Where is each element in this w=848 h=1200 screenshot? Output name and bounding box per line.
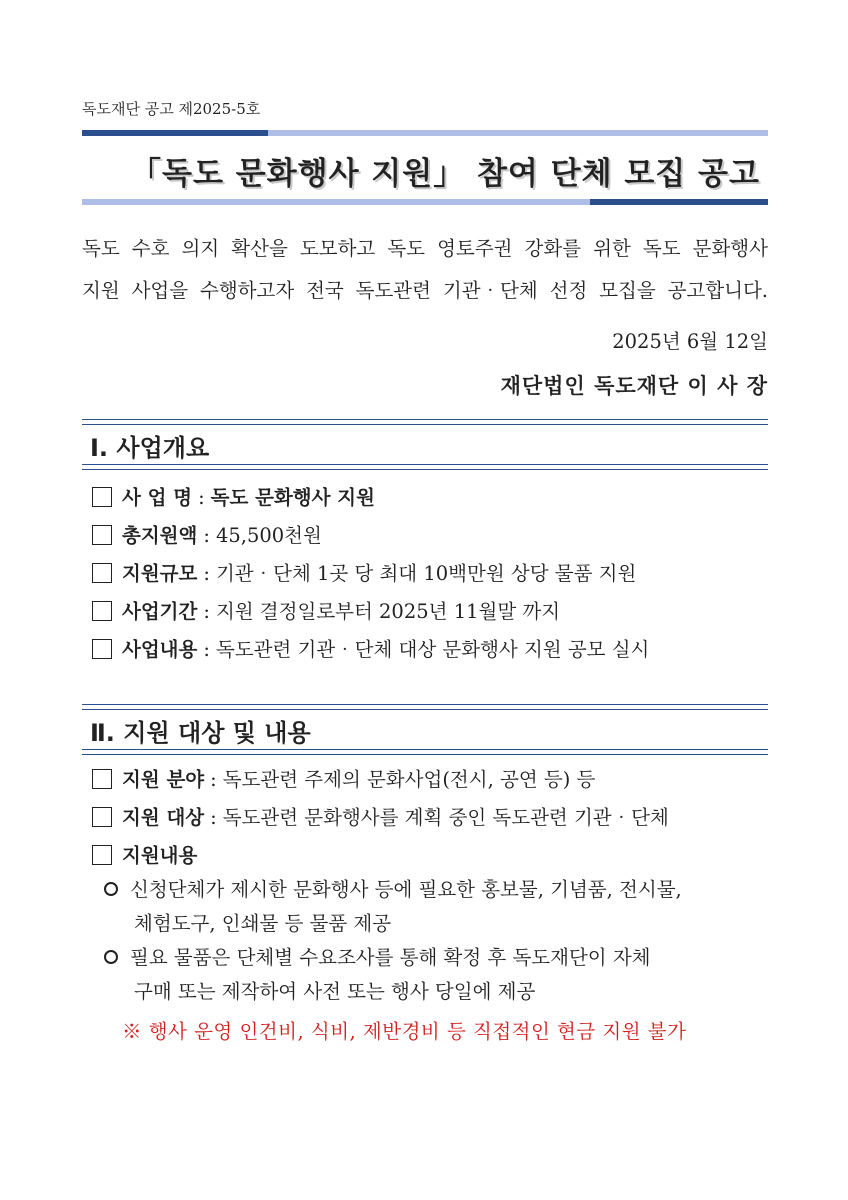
section2-item: 지원 분야 : 독도관련 주제의 문화사업(전시, 공연 등) 등 — [92, 764, 595, 792]
checkbox-square-icon — [92, 601, 112, 621]
section1-item: 지원규모 : 기관‧단체 1곳 당 최대 10백만원 상당 물품 지원 — [92, 558, 636, 586]
section1-item: 사업내용 : 독도관련 기관‧단체 대상 문화행사 지원 공모 실시 — [92, 634, 649, 662]
page-title: 「독도 문화행사 지원」 참여 단체 모집 공고 — [130, 156, 760, 192]
circle-bullet-icon — [104, 882, 118, 896]
issuer: 재단법인 독도재단 이 사 장 — [500, 373, 768, 398]
checkbox-square-icon — [92, 487, 112, 507]
section1-bottom-rule — [82, 464, 768, 470]
support-detail-2: 필요 물품은 단체별 수요조사를 통해 확정 후 독도재단이 자체 구매 또는 제작하여 사전 또는 행사 당일에 제공 — [104, 941, 768, 1009]
intro-paragraph — [82, 228, 768, 312]
title-bottom-bar-light — [82, 199, 590, 205]
section2-bottom-rule — [82, 749, 768, 755]
section2-item: 지원 대상 : 독도관련 문화행사를 계획 중인 독도관련 기관‧단체 — [92, 802, 669, 830]
section2-top-rule — [82, 704, 768, 710]
section1-top-rule — [82, 419, 768, 425]
section1-item: 사업기간 : 지원 결정일로부터 2025년 11월말 까지 — [92, 596, 560, 624]
checkbox-square-icon — [92, 807, 112, 827]
title-bottom-bar-dark — [590, 199, 768, 205]
title-top-bar-dark — [82, 130, 268, 136]
section1-heading: Ⅰ. 사업개요 — [90, 434, 210, 462]
notice-number: 독도재단 공고 제2025-5호 — [82, 100, 261, 118]
intro-line-1: 독도 수호 의지 확산을 도모하고 독도 영토주권 강화를 위한 독도 문화행사 — [82, 237, 768, 260]
checkbox-square-icon — [92, 769, 112, 789]
support-detail-1: 신청단체가 제시한 문화행사 등에 필요한 홍보물, 기념품, 전시물, 체험도구, 인쇄물 등 물품 제공 — [104, 873, 768, 941]
checkbox-square-icon — [92, 563, 112, 583]
checkbox-square-icon — [92, 639, 112, 659]
circle-bullet-icon — [104, 950, 118, 964]
intro-line-2: 지원 사업을 수행하고자 전국 독도관련 기관‧단체 선정 모집을 공고합니다. — [82, 279, 768, 302]
checkbox-square-icon — [92, 525, 112, 545]
checkbox-square-icon — [92, 845, 112, 865]
cash-support-warning: ※ 행사 운영 인건비, 식비, 제반경비 등 직접적인 현금 지원 불가 — [122, 1020, 687, 1043]
section1-item: 총지원액 : 45,500천원 — [92, 520, 322, 548]
section2-item: 지원내용 — [92, 840, 197, 868]
section1-item: 사 업 명 : 독도 문화행사 지원 — [92, 482, 375, 510]
section2-heading: Ⅱ. 지원 대상 및 내용 — [90, 719, 311, 747]
notice-date: 2025년 6월 12일 — [612, 330, 768, 353]
title-top-bar-light — [268, 130, 768, 136]
